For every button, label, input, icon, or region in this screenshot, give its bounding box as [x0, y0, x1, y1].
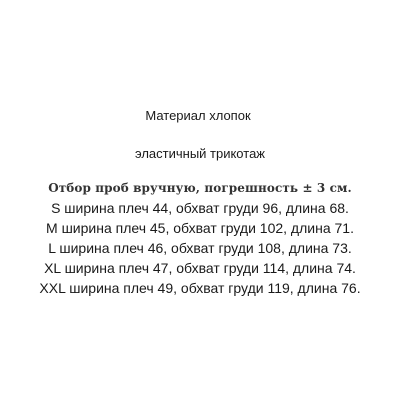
- size-chart: [0, 198, 400, 298]
- fabric-text: эластичный трикотаж: [134, 146, 265, 161]
- measurement-note: Отбор проб вручную, погрешность ± 3 см.: [48, 181, 352, 195]
- size-row-m: M ширина плеч 45, обхват груди 102, длина 71.: [46, 220, 354, 236]
- size-row-l: L ширина плеч 46, обхват груди 108, длина 73.: [48, 240, 352, 256]
- size-row-s: S ширина плеч 44, обхват груди 96, длина 68.: [51, 200, 349, 216]
- size-row-xxl: XXL ширина плеч 49, обхват груди 119, длина 76.: [39, 280, 361, 296]
- material-text: Материал хлопок: [145, 108, 251, 123]
- size-row-xl: XL ширина плеч 47, обхват груди 114, длина 74.: [44, 260, 356, 276]
